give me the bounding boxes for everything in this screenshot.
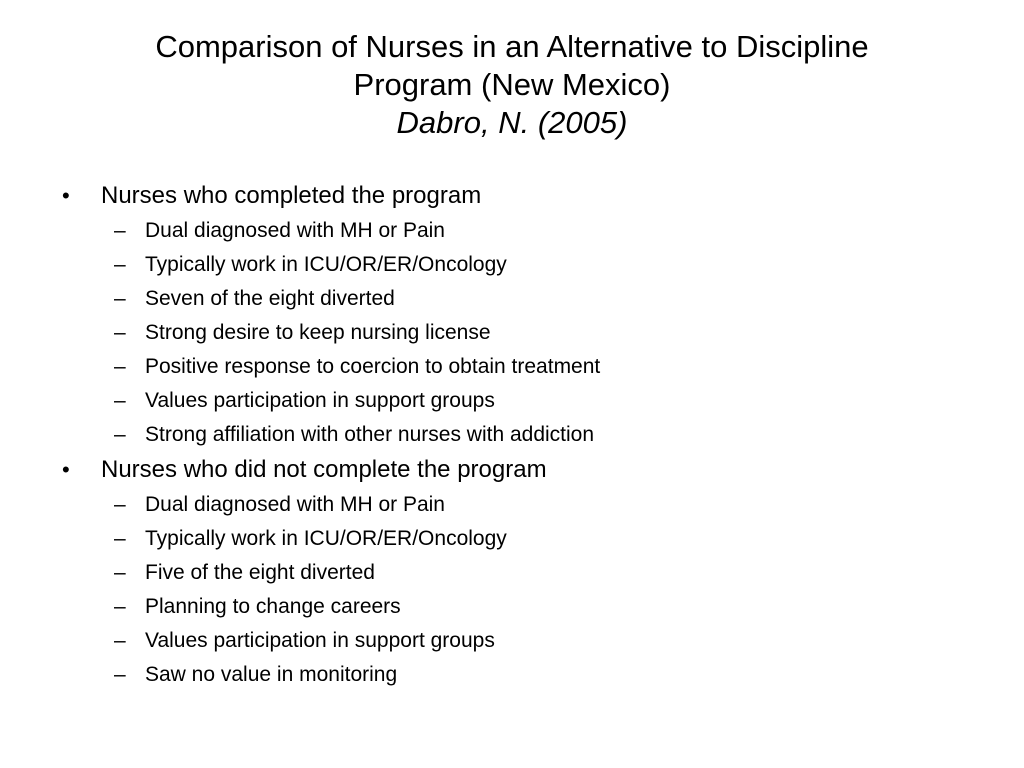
dash-marker: – <box>114 595 126 618</box>
title-line-1: Comparison of Nurses in an Alternative to Discipline <box>155 29 869 64</box>
sub-bullet-text: Values participation in support groups <box>145 389 495 412</box>
sub-bullet-text: Typically work in ICU/OR/ER/Oncology <box>145 253 507 276</box>
sub-bullet <box>58 316 978 350</box>
dash-marker: – <box>114 423 126 446</box>
sub-bullet <box>58 658 978 692</box>
dash-marker: – <box>114 389 126 412</box>
slide-body <box>58 178 978 692</box>
sub-bullet <box>58 590 978 624</box>
bullet-text: Nurses who completed the program <box>101 182 482 209</box>
sub-bullet <box>58 282 978 316</box>
sub-bullet-text: Strong desire to keep nursing license <box>145 321 491 344</box>
bullet-did-not-complete-program <box>58 452 978 488</box>
bullet-marker: • <box>62 183 70 208</box>
dash-marker: – <box>114 253 126 276</box>
sub-bullet <box>58 624 978 658</box>
sub-bullet-text: Dual diagnosed with MH or Pain <box>145 219 445 242</box>
dash-marker: – <box>114 629 126 652</box>
sub-bullet-text: Values participation in support groups <box>145 629 495 652</box>
bullet-text: Nurses who did not complete the program <box>101 456 547 483</box>
sub-bullet-text: Five of the eight diverted <box>145 561 375 584</box>
sub-bullet-text: Typically work in ICU/OR/ER/Oncology <box>145 527 507 550</box>
bullet-completed-program <box>58 178 978 214</box>
dash-marker: – <box>114 561 126 584</box>
sub-bullet <box>58 214 978 248</box>
sub-bullet-text: Planning to change careers <box>145 595 401 618</box>
sub-bullet <box>58 418 978 452</box>
sub-bullet <box>58 350 978 384</box>
sub-bullet-text: Saw no value in monitoring <box>145 663 398 686</box>
sub-bullet <box>58 556 978 590</box>
dash-marker: – <box>114 527 126 550</box>
dash-marker: – <box>114 287 126 310</box>
sub-bullet <box>58 384 978 418</box>
sub-bullet-text: Strong affiliation with other nurses with addiction <box>145 423 595 446</box>
sub-bullet-text: Seven of the eight diverted <box>145 287 395 310</box>
sub-bullet <box>58 488 978 522</box>
dash-marker: – <box>114 321 126 344</box>
dash-marker: – <box>114 355 126 378</box>
sub-bullet <box>58 522 978 556</box>
title-line-2: Program (New Mexico) <box>353 67 671 102</box>
sub-bullet-text: Positive response to coercion to obtain treatment <box>145 355 601 378</box>
dash-marker: – <box>114 493 126 516</box>
dash-marker: – <box>114 219 126 242</box>
dash-marker: – <box>114 663 126 686</box>
slide-title <box>60 28 964 142</box>
title-citation: Dabro, N. (2005) <box>396 105 628 140</box>
sub-bullet-text: Dual diagnosed with MH or Pain <box>145 493 445 516</box>
bullet-marker: • <box>62 457 70 482</box>
sub-bullet <box>58 248 978 282</box>
